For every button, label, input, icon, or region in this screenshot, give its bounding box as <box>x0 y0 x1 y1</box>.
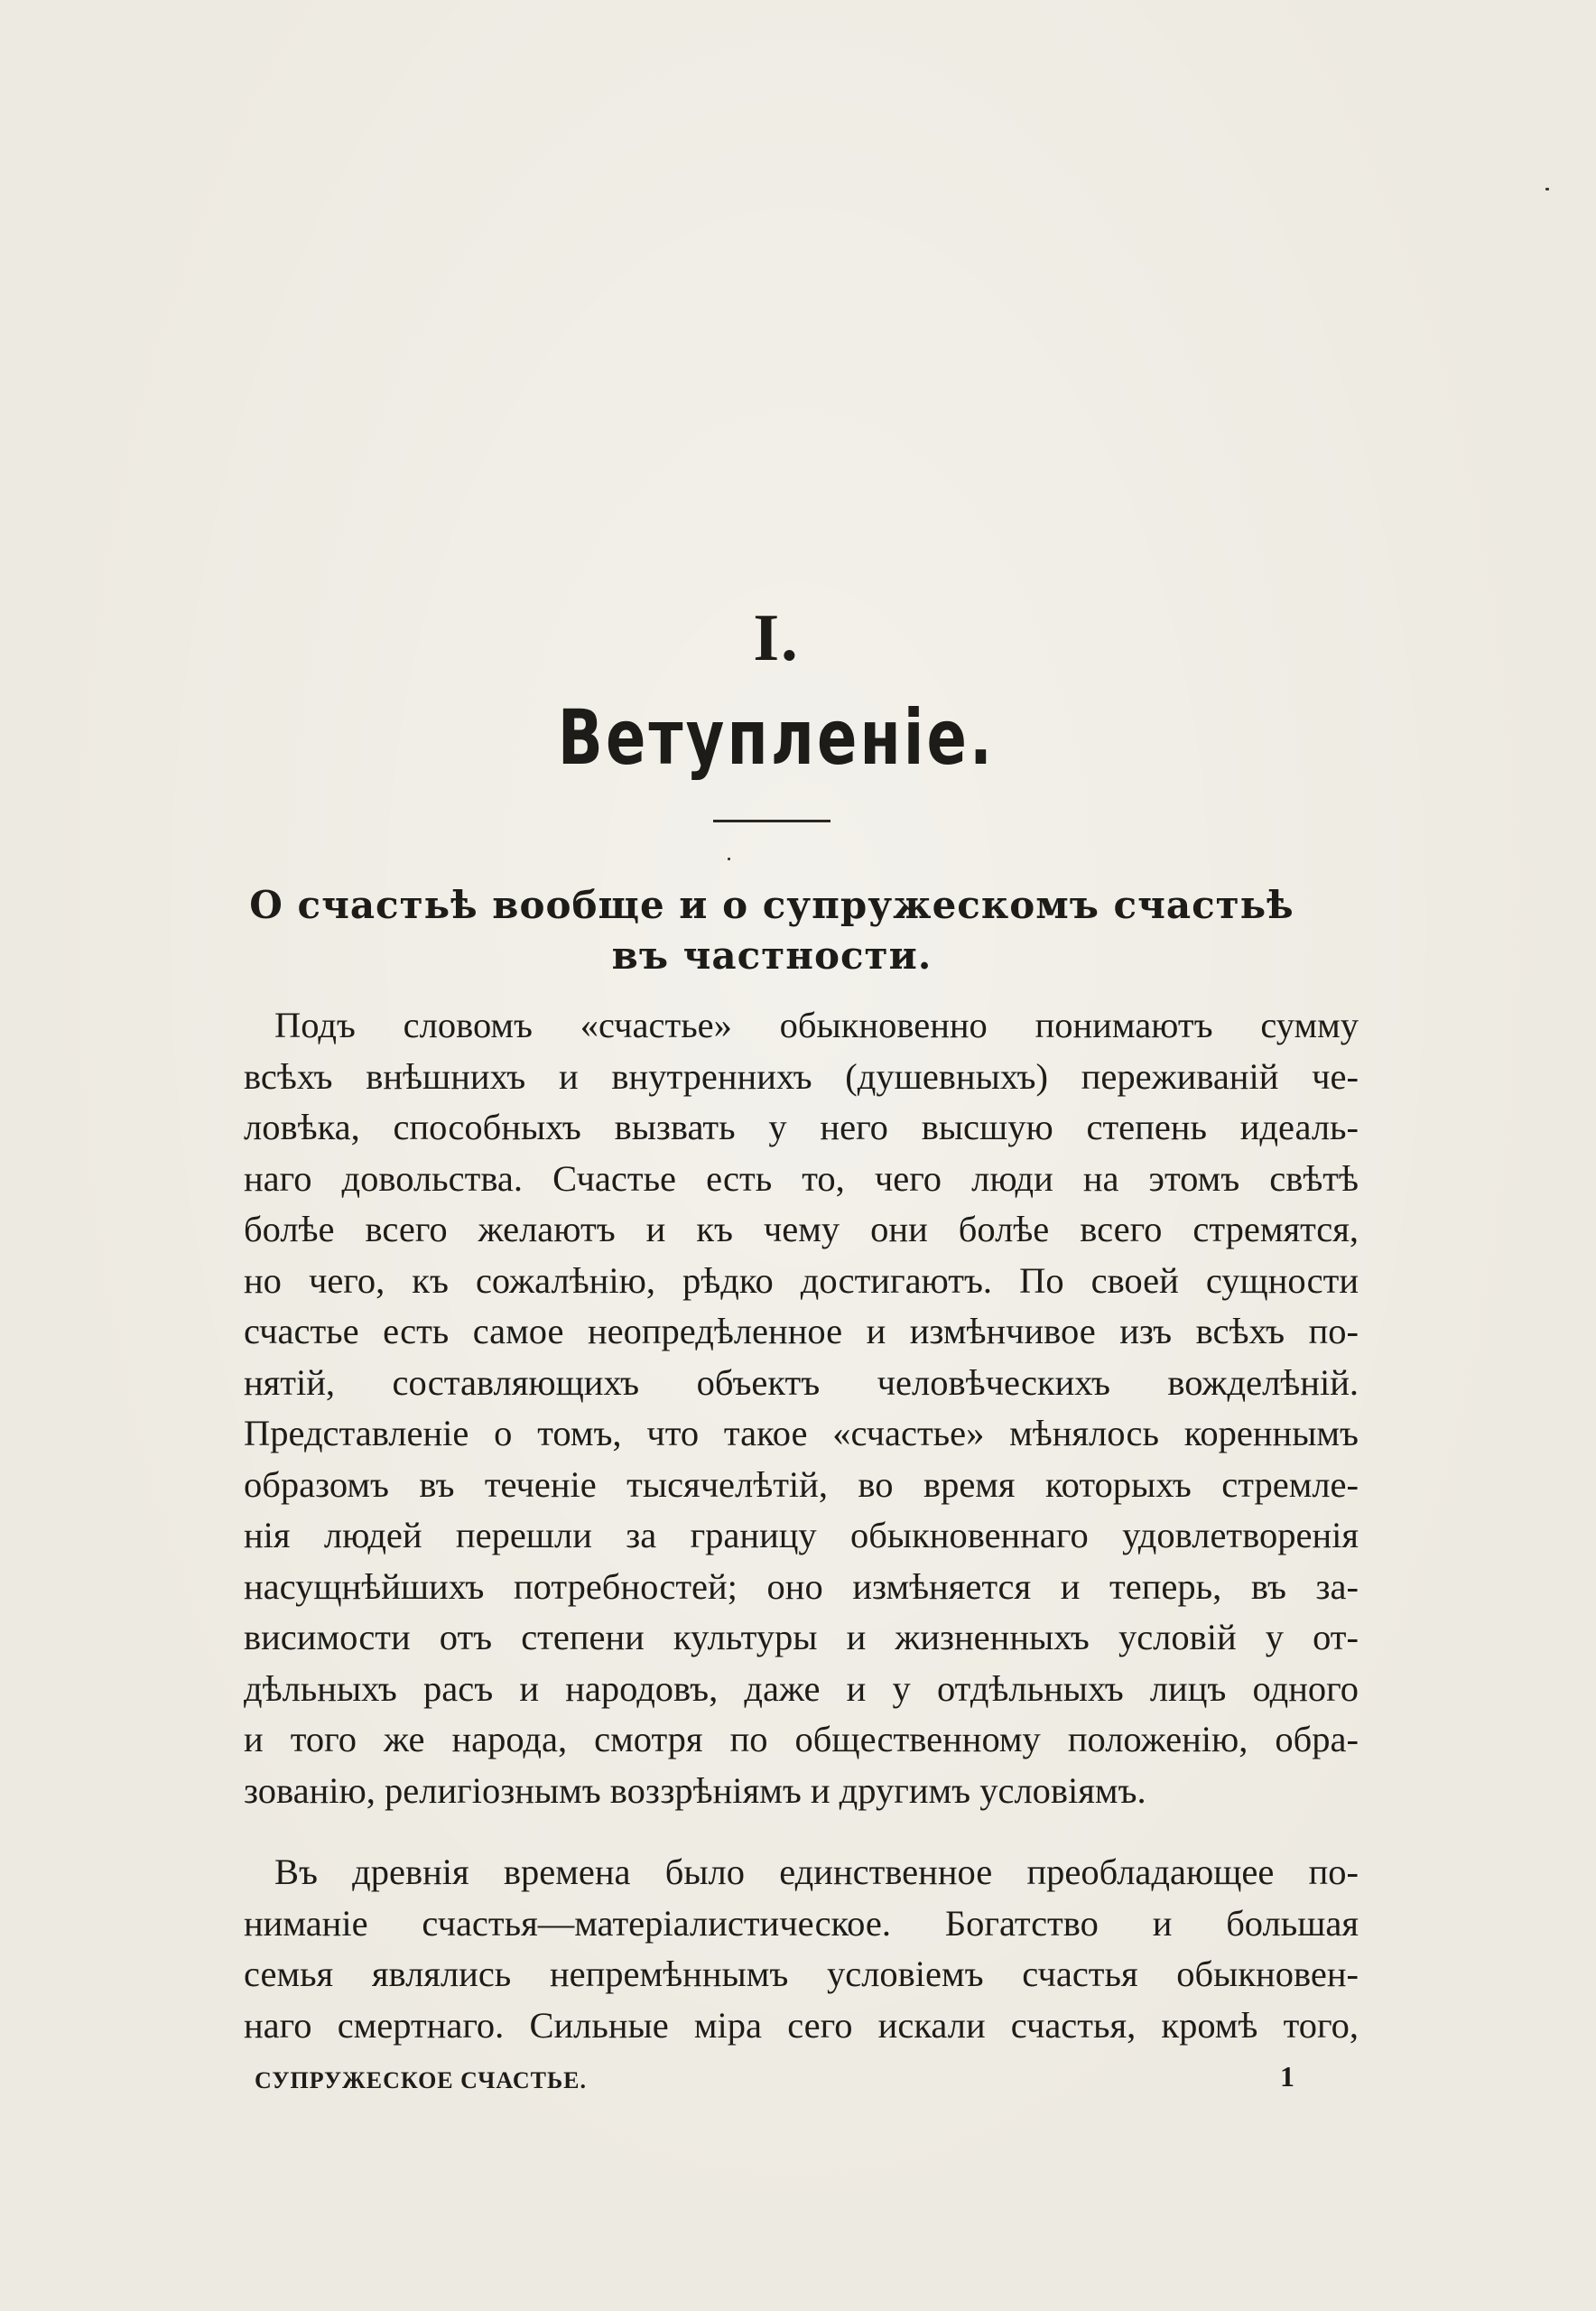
text-line: нія людей перешли за границу обыкновеннаго удовлетворенія <box>244 1515 1359 1555</box>
text-line: наго довольства. Счастье есть то, чего люди на этомъ свѣтѣ <box>244 1157 1359 1199</box>
text-line: но чего, къ сожалѣнію, рѣдко достигаютъ. По своей сущности <box>244 1259 1359 1301</box>
text-line: всѣхъ внѣшнихъ и внутреннихъ (душевныхъ) переживаній че- <box>244 1055 1359 1097</box>
text-line: Подъ словомъ «счастье» обыкновенно понимаютъ сумму <box>274 1005 1359 1045</box>
footer-signature: СУПРУЖЕСКОЕ СЧАСТЬЕ. <box>255 2067 587 2093</box>
paragraph-2 <box>244 1847 1359 2051</box>
text-line: наго смертнаго. Сильные міра сего искали счастья, кромѣ того, <box>244 2004 1359 2046</box>
text-line: семья являлись непремѣннымъ условіемъ счастья обыкновен- <box>244 1954 1359 1994</box>
text-line: Представленіе о томъ, что такое «счастье» мѣнялось кореннымъ <box>244 1413 1359 1453</box>
paragraph-1 <box>244 1000 1359 1816</box>
text-line: Въ древнія времена было единственное преобладающее по- <box>274 1852 1359 1892</box>
text-line: болѣе всего желаютъ и къ чему они болѣе всего стремятся, <box>244 1209 1359 1249</box>
text-line: насущнѣйшихъ потребностей; оно измѣняется и теперь, въ за- <box>244 1565 1359 1607</box>
section-subtitle-line-2: въ частности. <box>611 933 933 978</box>
text-line: ниманіе счастья—матеріалистическое. Богатство и большая <box>244 1902 1359 1944</box>
text-line: счастье есть самое неопредѣленное и измѣнчивое изъ всѣхъ по- <box>244 1311 1359 1351</box>
text-line: образомъ въ теченіе тысячелѣтій, во время которыхъ стремле- <box>244 1463 1359 1505</box>
chapter-title: Ветупленіе. <box>557 693 996 782</box>
text-line: дѣльныхъ расъ и народовъ, даже и у отдѣльныхъ лицъ одного <box>244 1667 1359 1709</box>
section-subtitle-line-1: О счастьѣ вообще и о супружескомъ счастьѣ <box>249 883 1294 927</box>
sheet-number: 1 <box>1280 2060 1294 2093</box>
text-line: ловѣка, способныхъ вызвать у него высшую степень идеаль- <box>244 1107 1359 1147</box>
paper-speck <box>1545 188 1549 190</box>
title-divider <box>713 820 830 822</box>
text-line: висимости отъ степени культуры и жизненныхъ условій у от- <box>244 1617 1359 1657</box>
text-line: и того же народа, смотря по общественному положенію, обра- <box>244 1719 1359 1759</box>
text-line: зованію, религіознымъ воззрѣніямъ и другимъ условіямъ. <box>244 1769 1146 1811</box>
text-line: нятій, составляющихъ объектъ человѣческихъ вожделѣній. <box>244 1361 1359 1403</box>
chapter-number: I. <box>753 601 800 675</box>
paper-speck <box>728 858 730 860</box>
